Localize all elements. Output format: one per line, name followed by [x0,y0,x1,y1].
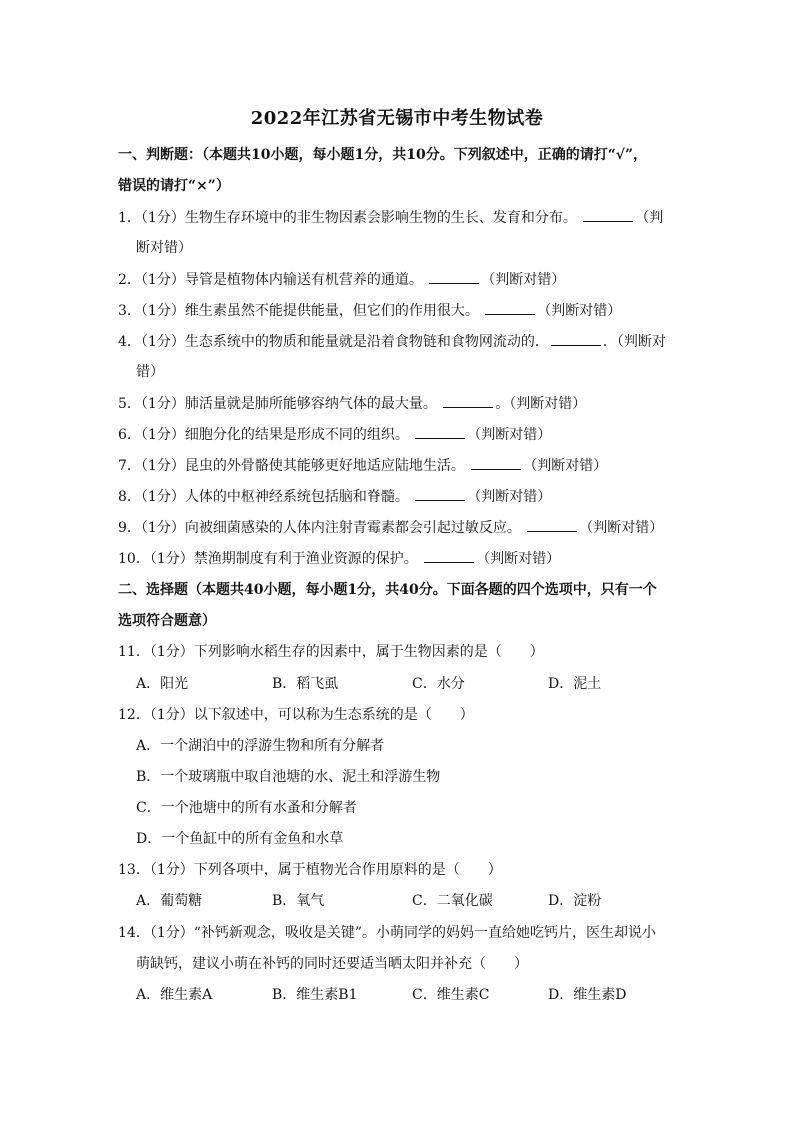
question-11-option-b[interactable]: B．稻飞虱 [272,676,339,692]
question-12-option-d[interactable]: D．一个鱼缸中的所有金鱼和水草 [136,831,344,847]
item-suffix: ．（判断对 [602,334,666,350]
question-13-option-d[interactable]: D．淀粉 [548,893,602,909]
item-suffix: （判 [635,210,664,226]
item-number: 7．（1分） [118,458,185,474]
judge-item-1 [118,207,663,228]
item-number: 8．（1分） [118,489,185,505]
item-text: 生物生存环境中的非生物因素会影响生物的生长、发育和分布。 [184,210,577,226]
question-11-option-d[interactable]: D．泥土 [548,676,602,692]
item-text: 导管是植物体内输送有机营养的通道。 [184,272,423,288]
question-11-option-c[interactable]: C．水分 [412,676,465,692]
question-14-option-b[interactable]: B．维生素B1 [272,987,358,1003]
item-number: 4．（1分） [118,334,185,350]
answer-blank[interactable] [551,331,601,346]
answer-blank[interactable] [415,486,465,501]
item-number: 3．（1分） [118,303,185,319]
judge-item-8 [118,486,551,507]
item-suffix: （判断对错） [476,551,561,567]
item-number: 10．（1分） [118,551,194,567]
item-number: 2．（1分） [118,272,185,288]
item-number: 9．（1分） [118,520,185,536]
question-14-stem-line2: 萌缺钙，建议小萌在补钙的同时还要适当晒太阳并补充（ ） [136,956,528,972]
question-12-option-a[interactable]: A．一个湖泊中的浮游生物和所有分解者 [136,738,385,754]
question-14-option-a[interactable]: A．维生素A [136,987,213,1003]
question-13-option-c[interactable]: C．二氧化碳 [412,893,493,909]
answer-blank[interactable] [583,207,633,222]
question-11-stem: 11．（1分）下列影响水稻生存的因素中，属于生物因素的是（ ） [118,644,544,660]
judge-item-9 [118,517,663,538]
page-title: 2022年江苏省无锡市中考生物试卷 [250,108,544,129]
answer-blank[interactable] [443,393,493,408]
judge-item-3 [118,300,621,321]
item-text: 禁渔期制度有利于渔业资源的保护。 [193,551,418,567]
item-suffix: （判断对错） [579,520,664,536]
item-text: 细胞分化的结果是形成不同的组织。 [184,427,409,443]
question-11-option-a[interactable]: A．阳光 [136,676,189,692]
judge-item-4-cont: 错） [136,364,164,380]
item-suffix: （判断对错） [467,427,552,443]
item-number: 6．（1分） [118,427,185,443]
judge-item-2 [118,269,565,290]
item-suffix: （判断对错） [523,458,608,474]
item-suffix: 。（判断对错） [495,396,587,412]
item-suffix: （判断对错） [467,489,552,505]
answer-blank[interactable] [415,424,465,439]
item-text: 昆虫的外骨骼使其能够更好地适应陆地生活。 [184,458,465,474]
item-text: 生态系统中的物质和能量就是沿着食物链和食物网流动的． [184,334,549,350]
item-text: 肺活量就是肺所能够容纳气体的最大量。 [184,396,437,412]
question-13-stem: 13．（1分）下列各项中，属于植物光合作用原料的是（ ） [118,862,502,878]
judge-item-10 [118,548,560,569]
question-14-option-d[interactable]: D．维生素D [548,987,627,1003]
item-text: 维生素虽然不能提供能量，但它们的作用很大。 [184,303,479,319]
section2-heading-line2: 选项符合题意） [118,613,216,629]
section1-heading-line2: 错误的请打“×”） [118,178,230,194]
item-text: 人体的中枢神经系统包括脑和脊髓。 [184,489,409,505]
judge-item-7 [118,455,607,476]
section2-heading-line1: 二、选择题（本题共40小题，每小题1分，共40分。下面各题的四个选项中，只有一个 [118,582,657,598]
judge-item-6 [118,424,551,445]
answer-blank[interactable] [424,548,474,563]
question-12-option-b[interactable]: B．一个玻璃瓶中取自池塘的水、泥土和浮游生物 [136,769,441,785]
answer-blank[interactable] [527,517,577,532]
question-13-option-a[interactable]: A．葡萄糖 [136,893,203,909]
section1-heading-line1: 一、判断题：（本题共10小题，每小题1分，共10分。下列叙述中，正确的请打“√”， [118,147,648,163]
answer-blank[interactable] [471,455,521,470]
judge-item-4 [118,331,666,352]
question-12-stem: 12．（1分）以下叙述中，可以称为生态系统的是（ ） [118,707,474,723]
item-suffix: （判断对错） [537,303,622,319]
item-suffix: （判断对错） [481,272,566,288]
question-12-option-c[interactable]: C．一个池塘中的所有水蚤和分解者 [136,800,357,816]
answer-blank[interactable] [485,300,535,315]
judge-item-1-cont: 断对错） [136,240,192,256]
item-number: 5．（1分） [118,396,185,412]
question-13-option-b[interactable]: B．氧气 [272,893,325,909]
item-number: 1．（1分） [118,210,185,226]
judge-item-5 [118,393,586,414]
item-text: 向被细菌感染的人体内注射青霉素都会引起过敏反应。 [184,520,521,536]
question-14-option-c[interactable]: C．维生素C [412,987,490,1003]
question-14-stem-line1: 14．（1分）“补钙新观念，吸收是关键”。小萌同学的妈妈一直给她吃钙片，医生却说小 [118,925,657,941]
answer-blank[interactable] [429,269,479,284]
